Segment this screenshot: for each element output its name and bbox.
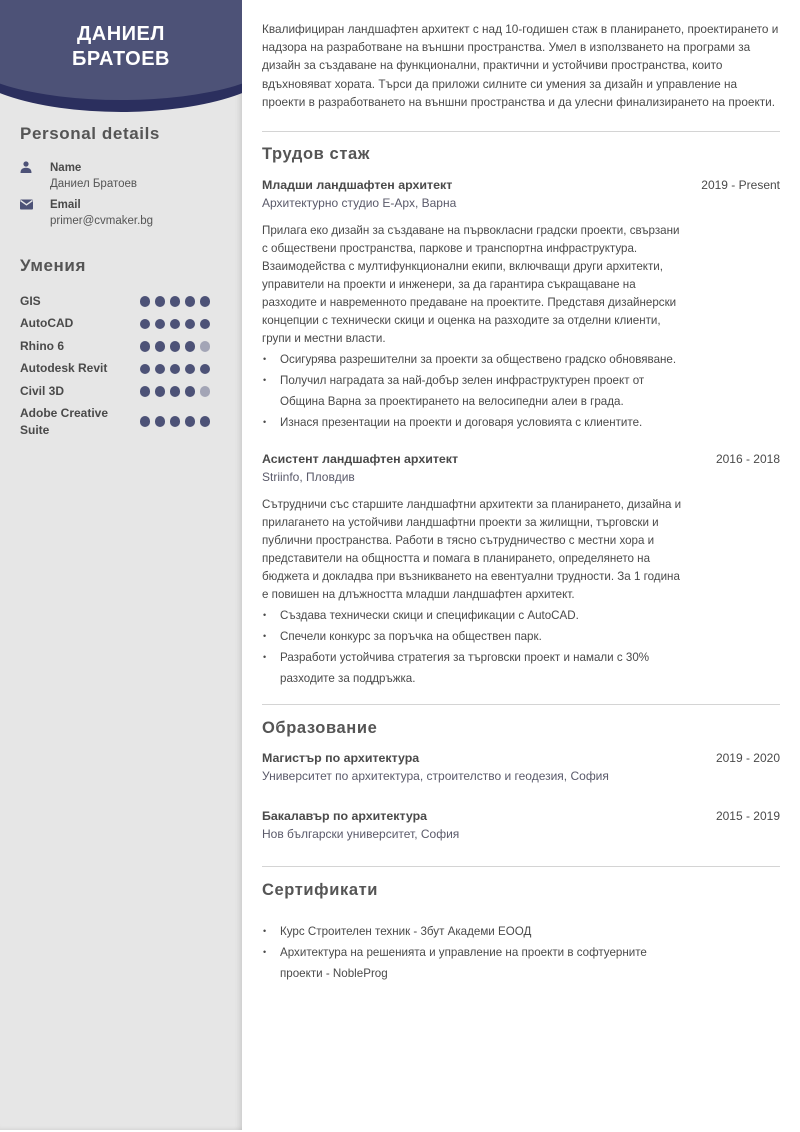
skill-name: GIS <box>20 293 41 308</box>
certificate-item: • Курс Строителен техник - 3бут Академи ЕООД <box>262 921 682 942</box>
skill-item <box>20 405 210 439</box>
skill-rating <box>140 386 211 397</box>
person-icon <box>20 160 50 174</box>
education-entry <box>262 809 780 841</box>
achievement-item: • Създава технически скици и спецификации с AutoCAD. <box>262 605 682 626</box>
experience-entry <box>262 178 780 433</box>
skills-heading: Умения <box>20 256 86 275</box>
skill-item <box>20 313 210 336</box>
personal-detail-name <box>20 160 230 193</box>
job-description: Сътрудничи със старшите ландшафтни архитекти за планирането, дизайна и прилагането на устойчиви ландшафтни проекти за жилищни, търговски и публични пространства. Работи в тясно сътрудничество с местни хора и представители на общността и помага в планирането, определянето на бюджета и докладва при възникването на евентуални трудности. За 1 година е повишен на длъжността младши ландшафтен архитект. <box>262 498 682 602</box>
name-label: Name <box>50 162 82 174</box>
skill-name: Adobe Creative Suite <box>20 405 109 437</box>
degree-dates: 2015 - 2019 <box>715 809 780 824</box>
skill-item <box>20 358 210 381</box>
job-company: Архитектурно студио Е-Арх, Варна <box>262 196 457 211</box>
skill-name: AutoCAD <box>20 316 74 331</box>
degree-title: Бакалавър по архитектура <box>262 809 428 824</box>
experience-entry <box>262 452 780 689</box>
skills-list <box>20 290 210 439</box>
section-divider <box>262 131 780 132</box>
degree-dates: 2019 - 2020 <box>715 751 780 766</box>
name-value: Даниел Братоев <box>50 178 138 190</box>
skill-rating <box>140 319 211 330</box>
job-dates: 2016 - 2018 <box>715 452 780 467</box>
skill-rating <box>140 296 211 307</box>
section-divider <box>262 704 780 705</box>
personal-detail-email <box>20 197 230 230</box>
last-name: БРАТОЕВ <box>72 48 170 70</box>
achievement-item: • Осигурява разрешителни за проекти за обществено градско обновяване. <box>262 349 682 370</box>
job-title: Асистент ландшафтен архитект <box>262 452 459 467</box>
achievement-item: • Получил наградата за най-добър зелен инфраструктурен проект от Община Варна за проектирането на велосипедни алеи в града. <box>262 370 682 412</box>
skill-rating <box>140 364 211 375</box>
education-entry <box>262 751 780 783</box>
certificates-section <box>262 881 780 984</box>
certificates-heading: Сертификати <box>262 881 379 900</box>
achievement-item: • Изнася презентации на проекти и договаря условията с клиентите. <box>262 412 682 433</box>
skill-rating <box>140 341 211 352</box>
job-description: Прилага еко дизайн за създаване на първокласни градски проекти, свързани с обществени пространства, паркове и транспортна инфраструктура. Взаимодейства с мултифункционални екипи, включващи други архитекти, управители на проекти и инженери, за да гарантира съкращаване на разходите и навременното предаване на проектите. Представя дизайнерски концепции с технически скици и оценка на разходите за отделни клиенти, групи и местни власти. <box>262 224 680 346</box>
name-header <box>0 0 242 112</box>
section-divider <box>262 866 780 867</box>
experience-heading: Трудов стаж <box>262 145 371 164</box>
skill-name: Rhino 6 <box>20 338 64 353</box>
first-name: ДАНИЕЛ <box>77 23 165 45</box>
email-value[interactable]: primer@cvmaker.bg <box>50 215 154 227</box>
profile-summary: Квалифициран ландшафтен архитект с над 10-годишен стаж в планирането, проектирането и надзора на разработване на външни пространства. Умел в използването на програми за дизайн за създаване на функционални, практични и устойчиви пространства, които вдъхновяват хората. Търси да приложи силните си умения за дизайн и управление на проекти в разработването на външни пространства и да улесни финализирането на проекти. <box>262 22 779 109</box>
experience-section <box>262 145 780 689</box>
education-section <box>262 719 780 841</box>
achievement-item: • Спечели конкурс за поръчка на обществен парк. <box>262 626 682 647</box>
education-heading: Образование <box>262 719 378 738</box>
certificates-list <box>262 921 682 984</box>
skill-item <box>20 335 210 358</box>
certificate-item: • Архитектура на решенията и управление на проекти в софтуерните проекти - NobleProg <box>262 942 682 984</box>
skill-rating <box>140 416 211 427</box>
skill-name: Civil 3D <box>20 383 65 398</box>
candidate-name <box>0 22 242 72</box>
job-title: Младши ландшафтен архитект <box>262 178 453 193</box>
degree-title: Магистър по архитектура <box>262 751 420 766</box>
job-achievements <box>262 349 682 433</box>
skill-item <box>20 290 210 313</box>
achievement-item: • Разработи устойчива стратегия за търговски проект и намали с 30% разходите за поддръжка. <box>262 647 682 689</box>
personal-details-heading: Personal details <box>20 124 160 143</box>
skill-name: Autodesk Revit <box>20 361 108 376</box>
email-label: Email <box>50 199 81 211</box>
job-company: Striinfo, Пловдив <box>262 470 355 485</box>
sidebar <box>0 0 242 1130</box>
envelope-icon <box>20 197 50 211</box>
main-content <box>262 20 780 984</box>
skill-item <box>20 380 210 403</box>
school-name: Нов български университет, София <box>262 827 460 842</box>
job-achievements <box>262 605 682 689</box>
job-dates: 2019 - Present <box>701 178 780 193</box>
school-name: Университет по архитектура, строителство и геодезия, София <box>262 769 609 784</box>
